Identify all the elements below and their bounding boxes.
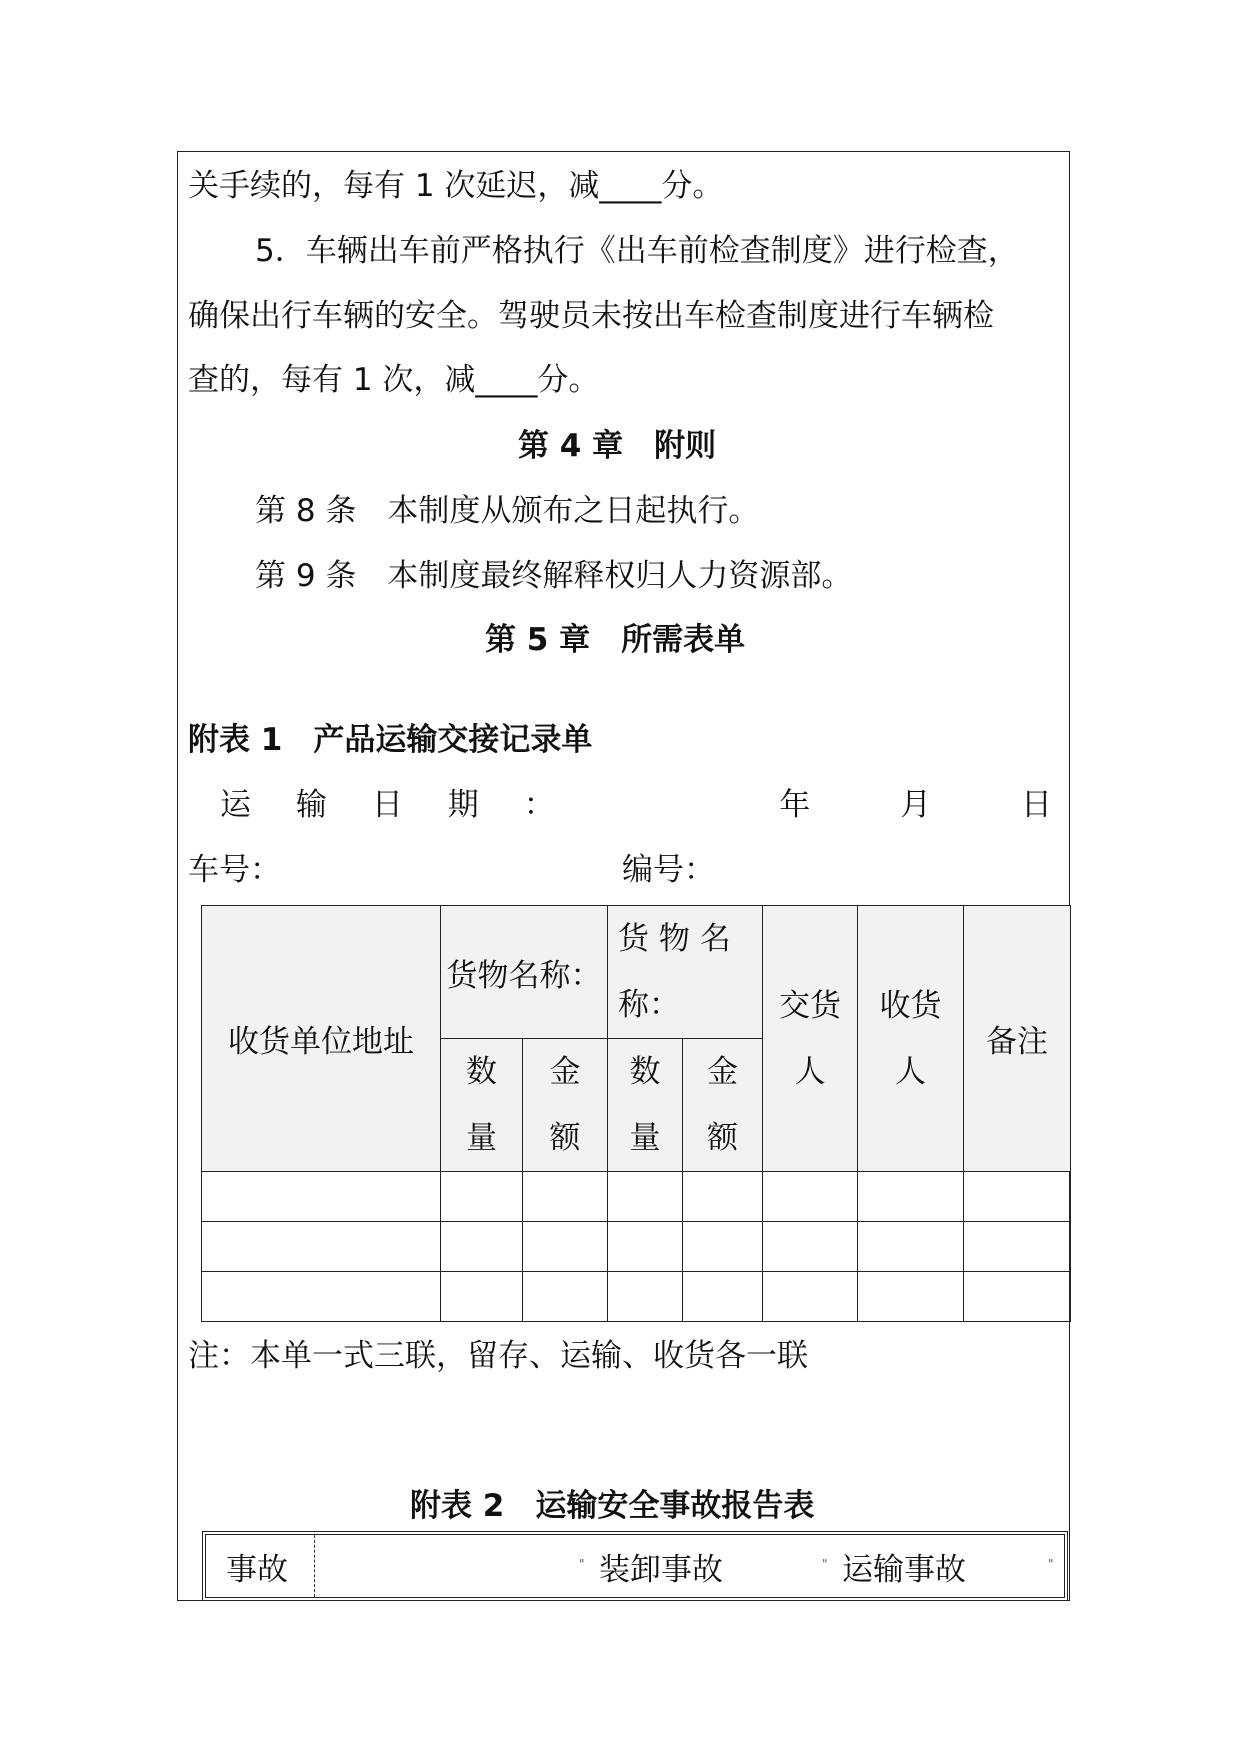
year-label: 年: [779, 787, 811, 823]
table-row: [202, 1272, 1071, 1322]
header-quantity-1: [441, 1039, 523, 1172]
table-row: [202, 1172, 1071, 1222]
receiver-line-a: 收货: [879, 987, 942, 1024]
table-cell[interactable]: [858, 1172, 964, 1222]
option-loading-accident[interactable]: 装卸事故: [599, 1551, 723, 1588]
car-number-label: 车号：: [188, 852, 281, 888]
month-label: 月: [900, 787, 932, 823]
table-cell[interactable]: [441, 1172, 523, 1222]
deliverer-line-a: 交货: [779, 987, 841, 1024]
clause-item5-line2: 确保出行车辆的安全。驾驶员未按出车检查制度进行车辆检: [188, 298, 994, 334]
option-transport-accident[interactable]: 运输事故: [842, 1551, 966, 1588]
table-cell[interactable]: [523, 1222, 608, 1272]
table-cell[interactable]: [964, 1272, 1071, 1322]
qty-line-a: 数: [629, 1054, 661, 1090]
header-deliverer: [763, 906, 858, 1172]
table-cell[interactable]: [683, 1222, 763, 1272]
form1-title: 附表 1 产品运输交接记录单: [188, 722, 593, 758]
form2-title: 附表 2 运输安全事故报告表: [410, 1488, 815, 1524]
dashed-divider: [314, 1535, 315, 1597]
table-cell[interactable]: [202, 1172, 441, 1222]
transport-date-line: [220, 785, 1052, 825]
checkbox-mark[interactable]: ": [822, 1557, 828, 1571]
table-cell[interactable]: [858, 1272, 964, 1322]
table-cell[interactable]: [763, 1222, 858, 1272]
goods2-line-a: 货 物 名: [618, 921, 731, 957]
checkbox-mark[interactable]: ": [1048, 1557, 1054, 1571]
qty-line-b: 量: [466, 1120, 497, 1156]
date-char: 输: [295, 787, 327, 823]
header-amount-1: [523, 1039, 608, 1172]
date-char: ：: [523, 787, 555, 823]
date-char: 运: [220, 787, 251, 823]
accident-label: 事故: [226, 1551, 288, 1588]
table-cell[interactable]: [608, 1222, 683, 1272]
receiver-line-b: 人: [895, 1053, 926, 1090]
table-cell[interactable]: [608, 1272, 683, 1322]
article-9: 第 9 条 本制度最终解释权归人力资源部。: [255, 558, 853, 594]
checkbox-mark[interactable]: ": [579, 1557, 585, 1571]
table-cell[interactable]: [608, 1172, 683, 1222]
accident-report-table: [202, 1531, 1068, 1601]
table-cell[interactable]: [763, 1172, 858, 1222]
table-cell[interactable]: [763, 1272, 858, 1322]
date-char: 期: [447, 787, 479, 823]
table-cell[interactable]: [683, 1272, 763, 1322]
table-cell[interactable]: [523, 1272, 608, 1322]
table-row: [202, 1222, 1071, 1272]
amt-line-b: 额: [707, 1120, 738, 1156]
header-goods-name-1: 货物名称：: [441, 906, 608, 1039]
header-goods-name-2: [608, 906, 763, 1039]
amt-line-a: 金: [707, 1054, 738, 1090]
qty-line-a: 数: [466, 1054, 497, 1090]
chapter4-title: 第 4 章 附则: [518, 428, 717, 464]
header-remark: 备注: [964, 906, 1071, 1172]
form1-note: 注：本单一式三联，留存、运输、收货各一联: [188, 1338, 808, 1374]
handover-record-table: [201, 905, 1071, 1322]
clause-line-1: 关手续的，每有 1 次延迟，减____分。: [188, 168, 724, 204]
table-cell[interactable]: [964, 1222, 1071, 1272]
date-char: 日: [371, 787, 403, 823]
amt-line-a: 金: [549, 1054, 581, 1090]
deliverer-line-b: 人: [794, 1053, 826, 1090]
clause-item5-line3: 查的，每有 1 次，减____分。: [188, 362, 600, 398]
header-receiver: [858, 906, 964, 1172]
table-cell[interactable]: [683, 1172, 763, 1222]
table-cell[interactable]: [202, 1222, 441, 1272]
serial-number-label: 编号：: [622, 852, 715, 888]
clause-item5-line1: 5．车辆出车前严格执行《出车前检查制度》进行检查，: [255, 233, 1019, 269]
table-cell[interactable]: [523, 1172, 608, 1222]
goods2-line-b: 称：: [618, 987, 680, 1023]
header-quantity-2: [608, 1039, 683, 1172]
day-label: 日: [1020, 787, 1052, 823]
table-cell[interactable]: [441, 1272, 523, 1322]
header-amount-2: [683, 1039, 763, 1172]
article-8: 第 8 条 本制度从颁布之日起执行。: [255, 493, 760, 529]
header-address: 收货单位地址: [202, 906, 441, 1172]
amt-line-b: 额: [549, 1120, 581, 1156]
qty-line-b: 量: [629, 1120, 661, 1156]
table-cell[interactable]: [964, 1172, 1071, 1222]
table-cell[interactable]: [858, 1222, 964, 1272]
chapter5-title: 第 5 章 所需表单: [485, 622, 746, 658]
table-cell[interactable]: [202, 1272, 441, 1322]
table-cell[interactable]: [441, 1222, 523, 1272]
